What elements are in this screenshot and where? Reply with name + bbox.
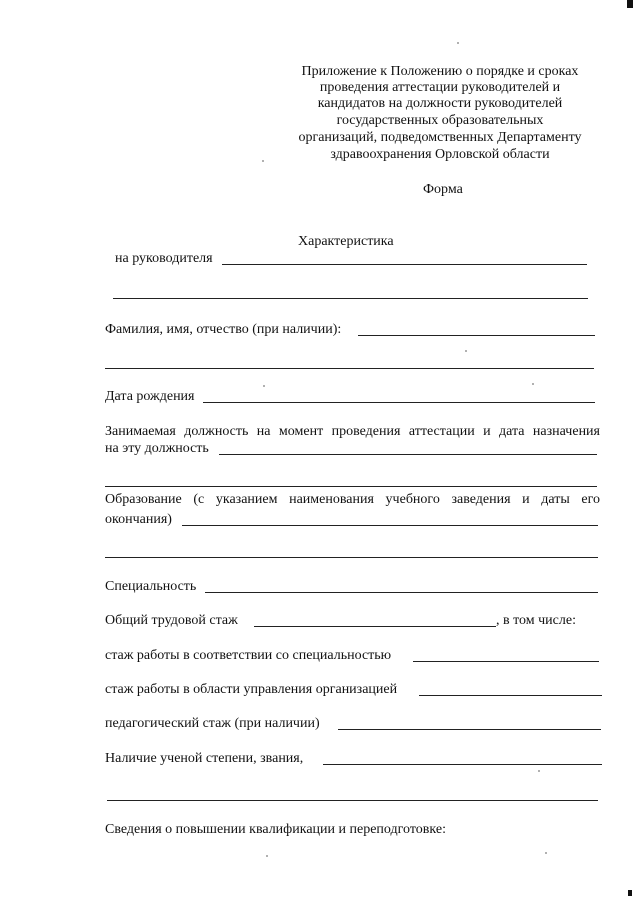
position-field-line[interactable] <box>219 454 597 455</box>
scan-mark-bottom-right <box>628 890 632 896</box>
scan-speck <box>262 160 264 162</box>
degree-field-line[interactable] <box>323 764 602 765</box>
management-experience-field-line[interactable] <box>419 695 602 696</box>
management-experience-label: стаж работы в области управления организацией <box>105 682 398 697</box>
appendix-line-1: Приложение к Положению о порядке и сроках <box>301 64 579 79</box>
education-label-line-1: Образование (с указанием наименования учебного заведения и даты его <box>105 492 600 507</box>
birth-date-label: Дата рождения <box>105 389 195 404</box>
scan-mark-top-right <box>627 0 633 8</box>
manager-label: на руководителя <box>115 251 213 266</box>
birth-date-field-line[interactable] <box>203 402 595 403</box>
form-label: Форма <box>423 182 463 197</box>
position-label-line-1: Занимаемая должность на момент проведения аттестации и дата назначения <box>105 424 600 439</box>
scan-speck <box>545 852 547 854</box>
total-experience-field-line[interactable] <box>254 626 496 627</box>
appendix-line-6: здравоохранения Орловской области <box>330 147 550 162</box>
appendix-line-4: государственных образовательных <box>336 113 544 128</box>
scan-speck <box>457 42 459 44</box>
specialty-field-line[interactable] <box>205 592 598 593</box>
specialty-experience-field-line[interactable] <box>413 661 599 662</box>
manager-field-line-2[interactable] <box>113 298 588 299</box>
teaching-experience-field-line[interactable] <box>338 729 601 730</box>
scan-speck <box>266 855 268 857</box>
degree-label: Наличие ученой степени, звания, <box>105 751 304 766</box>
appendix-line-2: проведения аттестации руководителей и <box>319 80 561 95</box>
degree-field-line-2[interactable] <box>107 800 598 801</box>
education-field-line-2[interactable] <box>105 557 598 558</box>
total-experience-label: Общий трудовой стаж <box>105 613 238 628</box>
teaching-experience-label: педагогический стаж (при наличии) <box>105 716 320 731</box>
scan-speck <box>465 350 467 352</box>
scan-speck <box>532 383 534 385</box>
education-field-line[interactable] <box>182 525 598 526</box>
fio-field-line[interactable] <box>358 335 595 336</box>
position-label-line-2: на эту должность <box>105 441 209 456</box>
including-label: , в том числе: <box>496 613 576 628</box>
appendix-line-3: кандидатов на должности руководителей <box>317 96 563 111</box>
document-title: Характеристика <box>298 234 394 249</box>
education-label-line-2: окончания) <box>105 512 172 527</box>
scan-speck <box>538 770 540 772</box>
fio-label: Фамилия, имя, отчество (при наличии): <box>105 322 342 337</box>
qualification-label: Сведения о повышении квалификации и переподготовке: <box>105 822 446 837</box>
specialty-experience-label: стаж работы в соответствии со специальностью <box>105 648 392 663</box>
scan-speck <box>263 385 265 387</box>
specialty-label: Специальность <box>105 579 197 594</box>
fio-field-line-2[interactable] <box>105 368 594 369</box>
appendix-line-5: организаций, подведомственных Департаменту <box>298 130 582 145</box>
manager-field-line[interactable] <box>222 264 587 265</box>
position-field-line-2[interactable] <box>105 486 597 487</box>
